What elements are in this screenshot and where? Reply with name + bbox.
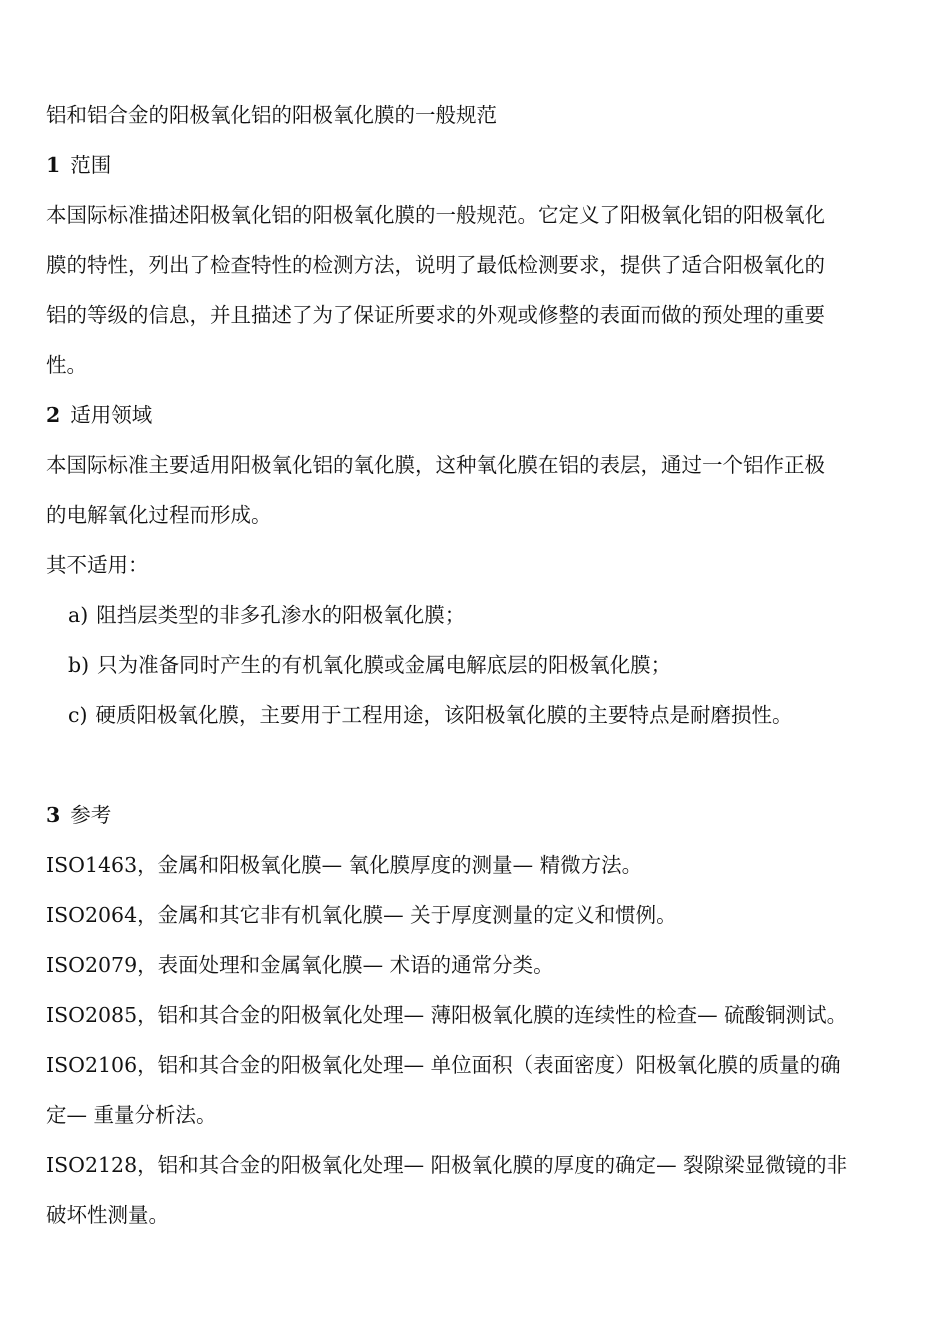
- list-item-text: 阻挡层类型的非多孔渗水的阳极氧化膜；: [96, 603, 466, 627]
- list-marker: c): [68, 703, 88, 727]
- reference-line: 破坏性测量。: [46, 1203, 169, 1227]
- reference-line: ISO2079，表面处理和金属氧化膜— 术语的通常分类。: [46, 953, 554, 977]
- list-item: [46, 690, 906, 740]
- section-3-heading: [46, 790, 906, 840]
- blank-line: [46, 740, 906, 790]
- reference-line: ISO2106，铝和其合金的阳极氧化处理— 单位面积（表面密度）阳极氧化膜的质量的确: [46, 1053, 841, 1077]
- section-1-title: 范围: [70, 153, 112, 177]
- list-marker: b): [68, 653, 90, 677]
- list-item: [46, 640, 906, 690]
- reference-line: ISO1463，金属和阳极氧化膜— 氧化膜厚度的测量— 精微方法。: [46, 853, 643, 877]
- section-3-title: 参考: [70, 803, 112, 827]
- section-2-line: 本国际标准主要适用阳极氧化铝的氧化膜，这种氧化膜在铝的表层，通过一个铝作正极: [46, 453, 825, 477]
- section-2-number: 2: [46, 403, 61, 427]
- section-1-heading: [46, 140, 906, 190]
- reference-line: 定— 重量分析法。: [46, 1103, 217, 1127]
- section-1-line: 本国际标准描述阳极氧化铝的阳极氧化膜的一般规范。它定义了阳极氧化铝的阳极氧化: [46, 203, 825, 227]
- reference-line: ISO2085，铝和其合金的阳极氧化处理— 薄阳极氧化膜的连续性的检查— 硫酸铜测试。: [46, 1003, 848, 1027]
- section-3-number: 3: [46, 803, 61, 827]
- list-item-text: 硬质阳极氧化膜，主要用于工程用途，该阳极氧化膜的主要特点是耐磨损性。: [95, 703, 793, 727]
- section-2-line: 其不适用：: [46, 553, 149, 577]
- section-1-line: 铝的等级的信息，并且描述了为了保证所要求的外观或修整的表面而做的预处理的重要: [46, 303, 825, 327]
- reference-line: ISO2064，金属和其它非有机氧化膜— 关于厚度测量的定义和惯例。: [46, 903, 677, 927]
- section-1-number: 1: [46, 153, 61, 177]
- reference-line: ISO2128，铝和其合金的阳极氧化处理— 阳极氧化膜的厚度的确定— 裂隙梁显微镜的非: [46, 1153, 848, 1177]
- section-1-line: 性。: [46, 353, 87, 377]
- list-item: [46, 590, 906, 640]
- section-2-heading: [46, 390, 906, 440]
- list-marker: a): [68, 603, 89, 627]
- document-title: 铝和铝合金的阳极氧化铝的阳极氧化膜的一般规范: [46, 103, 497, 127]
- section-2-line: 的电解氧化过程而形成。: [46, 503, 272, 527]
- document-page: [46, 90, 906, 1240]
- list-item-text: 只为准备同时产生的有机氧化膜或金属电解底层的阳极氧化膜；: [97, 653, 672, 677]
- section-1-line: 膜的特性，列出了检查特性的检测方法，说明了最低检测要求，提供了适合阳极氧化的: [46, 253, 825, 277]
- section-2-title: 适用领域: [70, 403, 153, 427]
